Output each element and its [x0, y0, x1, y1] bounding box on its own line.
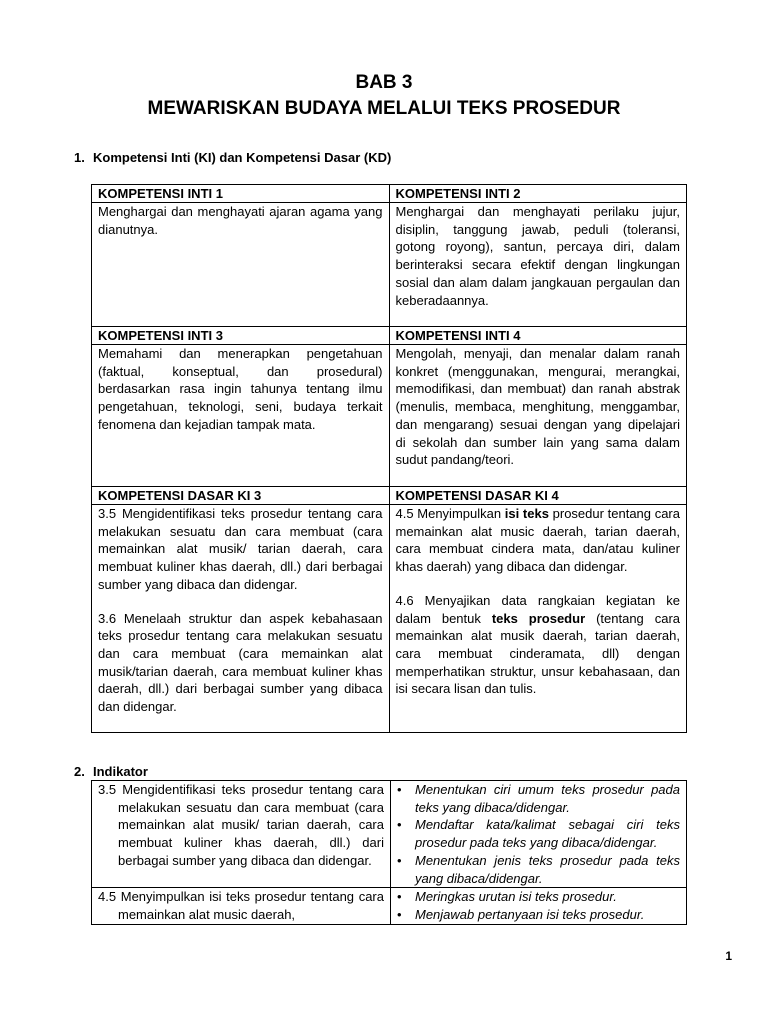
ki4-header: KOMPETENSI INTI 4	[389, 327, 687, 345]
kd-4-5-text-rest: prosedur tentang cara memainkan alat music daerah, tarian daerah, cara membuat cindera mata, dan/atau kuliner khas daerah) yang dibaca dan didengar.	[395, 506, 680, 575]
indicator-kd-3-5-text: 3.5 Mengidentifikasi teks prosedur tentang cara melakukan sesuatu dan cara membuat (cara memainkan alat musik/ tarian daerah, cara membuat kuliner khas daerah, dll.) dari berbagai sumber yang dibaca dan didengar.	[98, 782, 384, 868]
list-item: • Meringkas urutan isi teks prosedur.	[395, 888, 680, 906]
section-heading-indicator	[74, 764, 148, 780]
kd4-cell	[389, 505, 687, 733]
kd-4-5-text: 4.5 Menyimpulkan	[395, 506, 505, 521]
ki1-text: Menghargai dan menghayati ajaran agama yang dianutnya.	[92, 203, 390, 327]
kd-4-6-text-rest: (tentang cara memainkan alat musik daerah, tarian daerah, cara membuat cinderamata, dll) dengan memperhatikan struktur, unsur kebahasaan, dan isi secara lisan dan tulis.	[395, 610, 681, 697]
kd-4-6	[396, 592, 681, 698]
section-label: Kompetensi Inti (KI) dan Kompetensi Dasar (KD)	[93, 150, 392, 165]
list-item: • Mendaftar kata/kalimat sebagai ciri teks prosedur pada teks yang dibaca/didengar.	[395, 816, 680, 851]
ki2-text: Menghargai dan menghayati perilaku jujur, disiplin, tanggung jawab, peduli (toleransi, gotong royong), santun, percaya diri, dalam berinteraksi secara efektif dengan lingkungan sosial dan alam dalam jangkauan pergaulan dan keberadaannya.	[389, 203, 687, 327]
kd3-cell	[92, 505, 390, 733]
kd-4-5	[396, 505, 681, 576]
section-heading-competency	[74, 150, 391, 166]
kd-4-6-emphasis: teks prosedur	[491, 610, 586, 626]
ki3-text: Memahami dan menerapkan pengetahuan (faktual, konseptual, dan prosedural) berdasarkan rasa ingin tahunya tentang ilmu pengetahuan, teknologi, seni, budaya terkait fenomena dan kejadian tampak mata.	[92, 345, 390, 487]
chapter-number: BAB 3	[355, 72, 413, 93]
indicator-kd-4-5	[92, 888, 391, 924]
kd4-header: KOMPETENSI DASAR KI 4	[389, 487, 687, 505]
chapter-title: MEWARISKAN BUDAYA MELALUI TEKS PROSEDUR	[147, 98, 621, 119]
ki1-header: KOMPETENSI INTI 1	[92, 185, 390, 203]
indicator-table	[91, 780, 687, 925]
ki4-text: Mengolah, menyaji, dan menalar dalam ranah konkret (menggunakan, mengurai, merangkai, memodifikasi, dan membuat) dan ranah abstrak (menulis, membaca, menghitung, menggambar, dan mengarang) sesuai dengan yang dipelajari di sekolah dan sumber lain yang sama dalam sudut pandang/teori.	[389, 345, 687, 487]
indicator-kd-3-5	[92, 781, 391, 888]
indicator-kd-4-5-text: 4.5 Menyimpulkan isi teks prosedur tentang cara memainkan alat music daerah,	[98, 889, 384, 922]
kd-4-6-text: 4.6 Menyajikan data rangkaian kegiatan ke dalam bentuk	[395, 592, 680, 626]
kd-4-5-emphasis: isi teks	[504, 506, 549, 521]
indicator-list-3-5	[391, 781, 687, 888]
list-item: • Menentukan ciri umum teks prosedur pada teks yang dibaca/didengar.	[395, 781, 680, 816]
ki2-header: KOMPETENSI INTI 2	[389, 185, 687, 203]
kd-3-6: 3.6 Menelaah struktur dan aspek kebahasaan teks prosedur tentang cara melakukan sesuatu dan cara membuat (cara memainkan alat musik/tarian daerah, cara membuat kuliner khas daerah, dll.) dari berbagai sumber yang dibaca dan didengar.	[98, 610, 383, 715]
list-item: • Menjawab pertanyaan isi teks prosedur.	[395, 906, 680, 924]
ki3-header: KOMPETENSI INTI 3	[92, 327, 390, 345]
section-number: 1.	[74, 150, 85, 165]
page-number: 1	[725, 949, 732, 963]
section-label: Indikator	[93, 764, 148, 779]
section-number: 2.	[74, 764, 85, 779]
competency-table	[91, 184, 687, 733]
kd-3-5: 3.5 Mengidentifikasi teks prosedur tentang cara melakukan sesuatu dan cara membuat (cara memainkan alat musik/ tarian daerah, cara membuat kuliner khas daerah, dll.) dari berbagai sumber yang dibaca dan didengar.	[98, 506, 383, 592]
kd3-header: KOMPETENSI DASAR KI 3	[92, 487, 390, 505]
indicator-list-4-5	[391, 888, 687, 924]
list-item: • Menentukan jenis teks prosedur pada teks yang dibaca/didengar.	[395, 852, 680, 887]
